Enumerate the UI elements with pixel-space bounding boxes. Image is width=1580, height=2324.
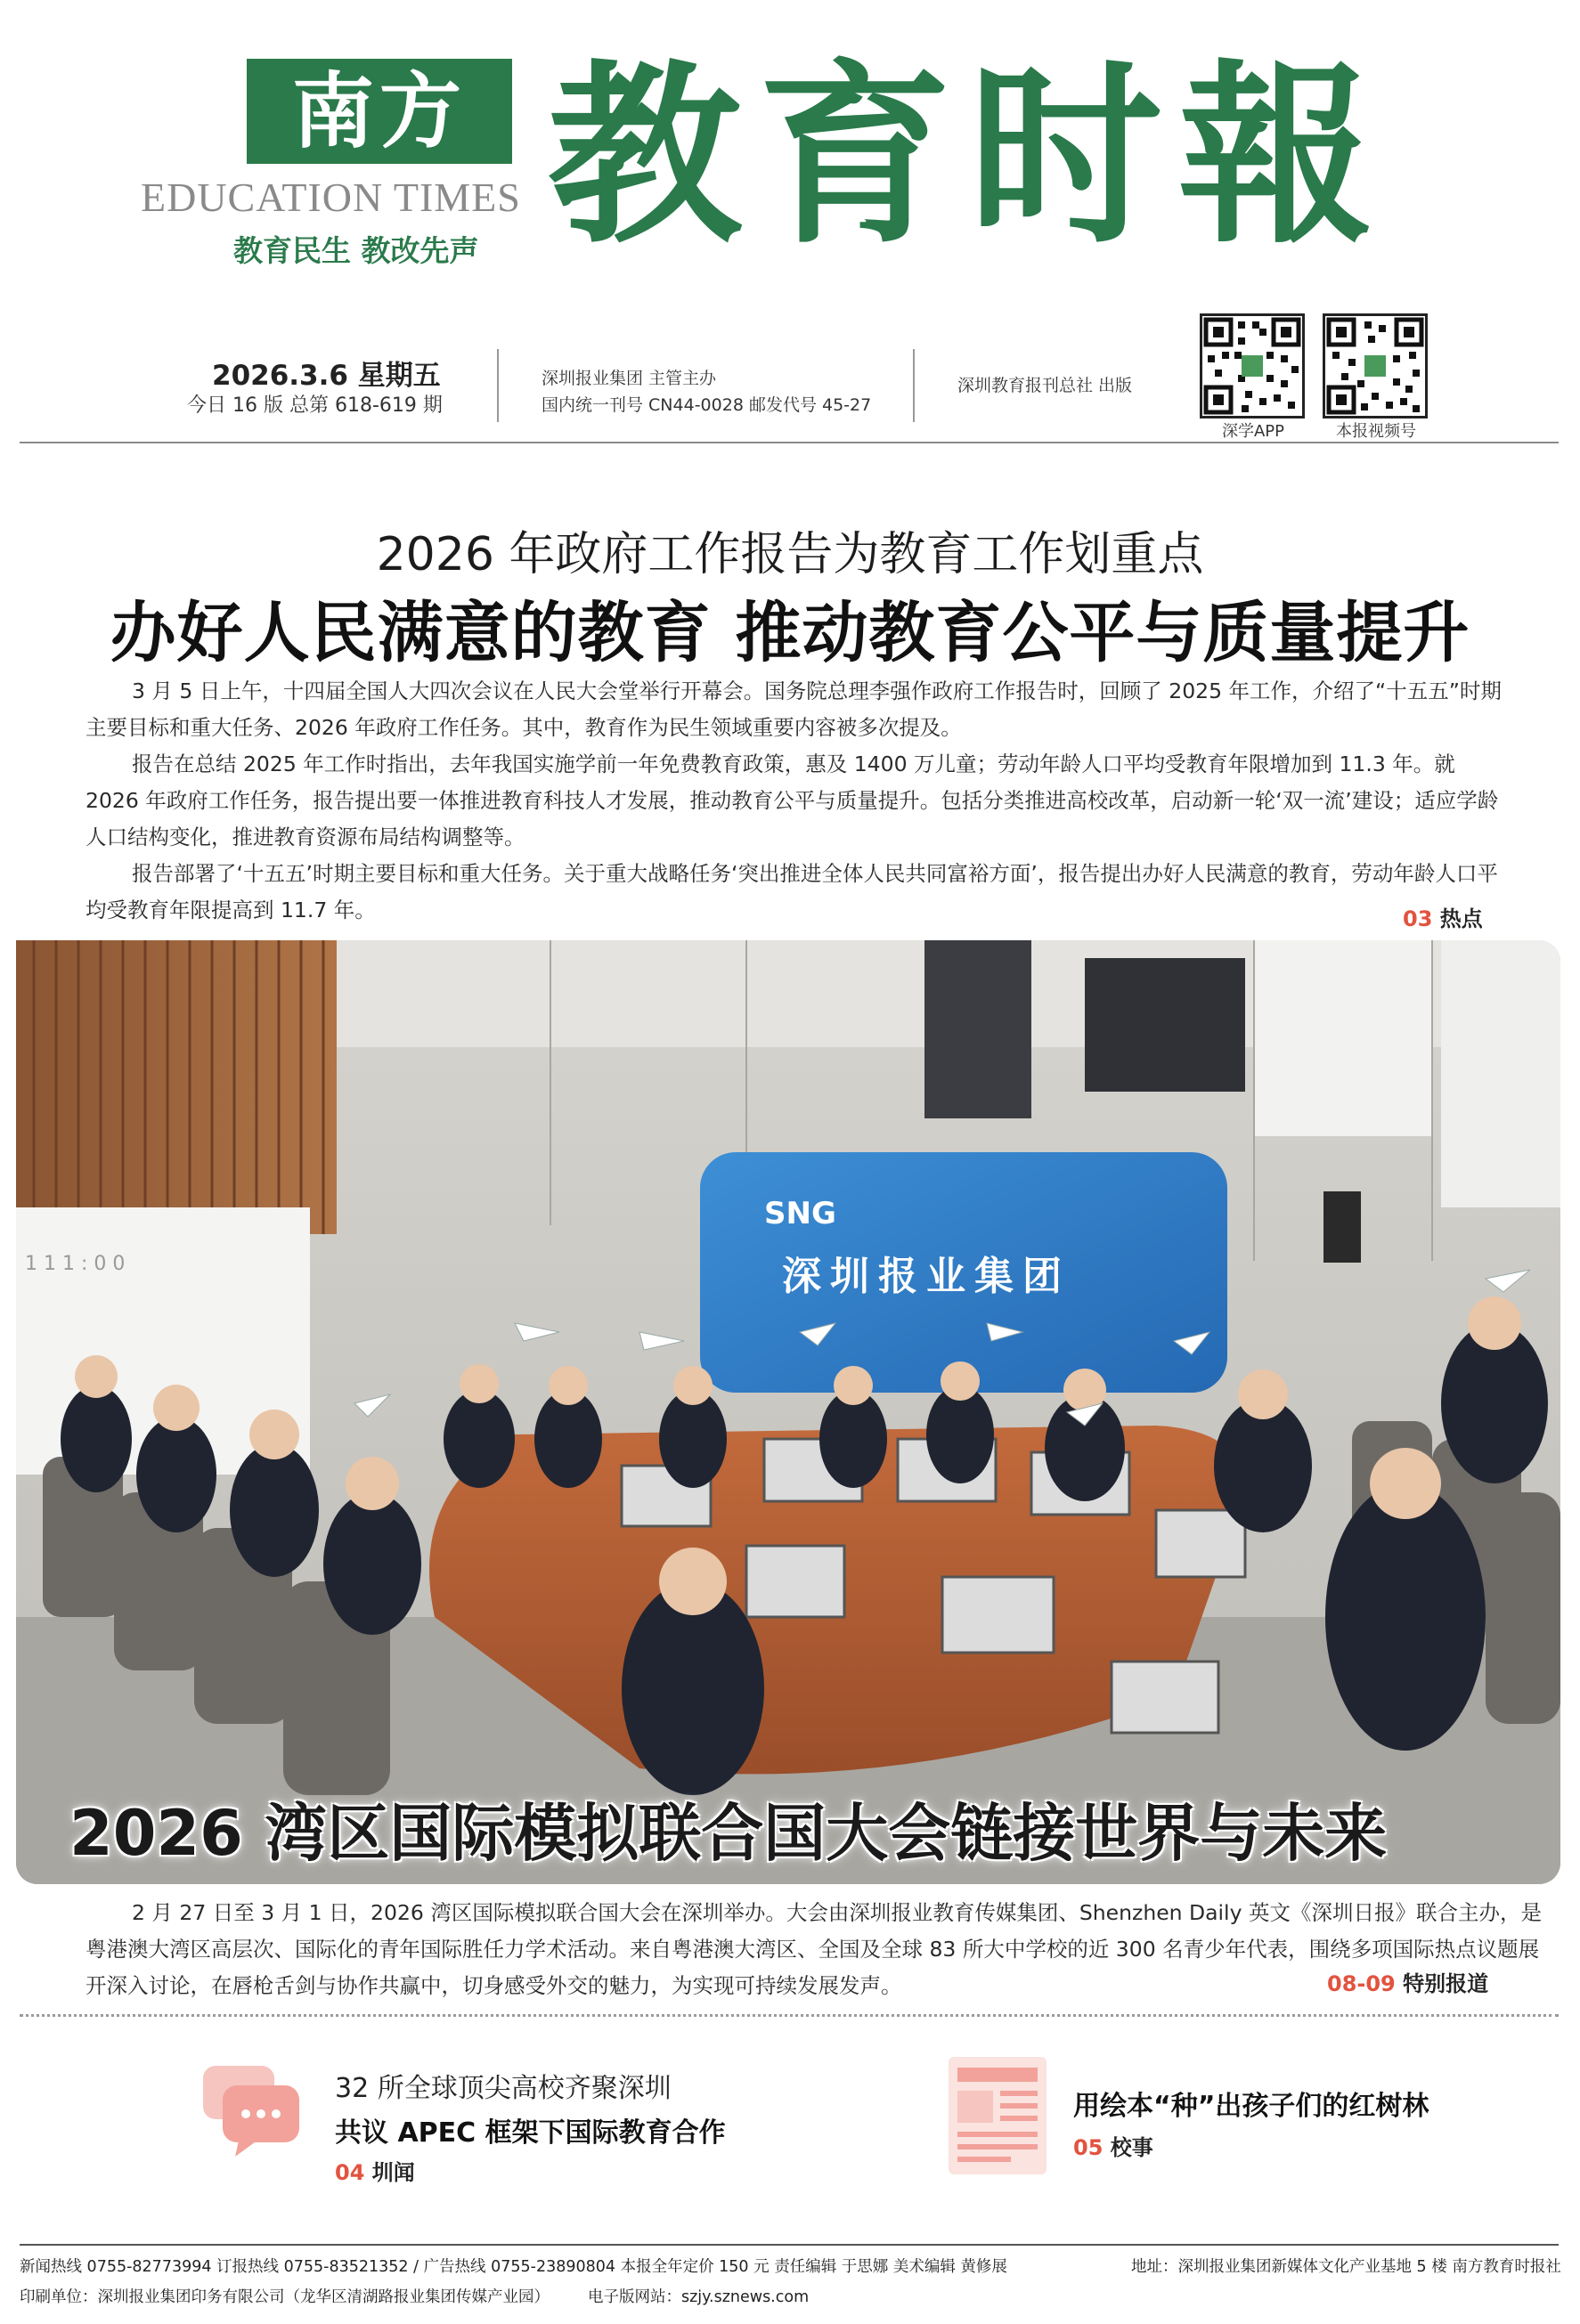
lead-paragraph: 报告部署了‘十五五’时期主要目标和重大任务。关于重大战略任务‘突出推进全体人民共同富裕方面’，报告提出办好人民满意的教育，劳动年龄人口平均受教育年限提高到 11.7 年。 <box>86 861 1498 922</box>
teaser-line2: 用绘本“种”出孩子们的红树林 <box>1073 2091 1429 2122</box>
lead-paragraph: 3 月 5 日上午，十四届全国人大四次会议在人民大会堂举行开幕会。国务院总理李强作政府工作报告时，回顾了 2025 年工作，介绍了“十五五”时期主要目标和重大任务、2026 年政府工作任务。其中，教育作为民生领域重要内容被多次提及。 <box>86 679 1502 740</box>
masthead-rule <box>20 442 1559 443</box>
section-divider <box>20 2014 1559 2017</box>
serial-line: 国内统一刊号 CN44-0028 邮发代号 45-27 <box>542 395 872 415</box>
lead-paragraph: 报告在总结 2025 年工作时指出，去年我国实施学前一年免费教育政策，惠及 1400 万儿童；劳动年龄人口平均受教育年限增加到 11.3 年。就 2026 年政府工作任务，报告提出要一体推进教育科技人才发展，推动教育公平与质量提升。包括分类推进高校改革，启动新一轮‘双一流’建设；适应学龄人口结构变化，推进教育资源布局结构调整等。 <box>86 752 1499 849</box>
teaser-apec[interactable] <box>335 2066 726 2186</box>
teaser-mangrove[interactable] <box>1073 2084 1429 2161</box>
screen-text: 1 1 1 : 0 0 <box>25 1253 126 1275</box>
photo-headline: 2026 湾区国际模拟联合国大会链接世界与未来 <box>69 1797 1388 1870</box>
sponsor-info <box>542 365 871 418</box>
teaser-section: 圳闻 <box>371 2160 415 2185</box>
teaser-line2: 共议 APEC 框架下国际教育合作 <box>335 2117 726 2149</box>
issue-date: 2026.3.6 星期五 <box>212 360 441 392</box>
footer-website[interactable]: 电子版网站：szjy.sznews.com <box>588 2288 810 2306</box>
sponsor-line: 深圳报业集团 主管主办 <box>542 369 717 388</box>
lead-headline: 办好人民满意的教育 推动教育公平与质量提升 <box>110 595 1470 671</box>
qr-label-video: 本报视频号 <box>1336 422 1416 441</box>
jump-page: 08-09 <box>1327 1971 1396 1996</box>
divider <box>913 349 915 422</box>
publisher-line: 深圳教育报刊总社 出版 <box>957 376 1133 395</box>
masthead-logo: 南方 <box>247 59 512 164</box>
footer-address: 地址：深圳报业集团新媒体文化产业基地 5 楼 南方教育时报社 <box>1131 2258 1561 2276</box>
paper-name: 教育时報 <box>548 42 1389 270</box>
lead-jump-link[interactable] <box>1403 901 1483 932</box>
divider <box>497 349 499 422</box>
newspaper-icon <box>949 2057 1047 2174</box>
footer-printer: 印刷单位：深圳报业集团印务有限公司（龙华区清湖路报业集团传媒产业园） <box>20 2288 550 2306</box>
teaser-page: 04 <box>335 2160 365 2185</box>
lead-subheadline: 2026 年政府工作报告为教育工作划重点 <box>376 528 1204 581</box>
chat-bubble-icon <box>203 2066 303 2158</box>
qr-code-video[interactable] <box>1323 313 1428 418</box>
jump-page: 03 <box>1403 906 1433 931</box>
jump-label: 特别报道 <box>1403 1971 1489 1996</box>
qr-label-app: 深学APP <box>1221 422 1285 441</box>
teaser-page: 05 <box>1073 2135 1104 2160</box>
teaser-line1: 32 所全球顶尖高校齐聚深圳 <box>335 2073 672 2104</box>
slogan: 教育民生 教改先声 <box>233 233 479 268</box>
lead-body <box>86 673 1511 929</box>
english-name: EDUCATION TIMES <box>141 175 521 220</box>
sign-logo: SNG <box>764 1196 836 1231</box>
teaser-section: 校事 <box>1110 2135 1153 2160</box>
conference-photo <box>16 940 1560 1884</box>
jump-label: 热点 <box>1439 906 1483 931</box>
photo-jump-link[interactable] <box>1327 1966 1488 1997</box>
footer-hotlines: 新闻热线 0755-82773994 订报热线 0755-83521352 / 广告热线 0755-23890804 本报全年定价 150 元 责任编辑 于思娜 美术编辑 黄修展 <box>20 2258 1007 2276</box>
issue-pages: 今日 16 版 总第 618-619 期 <box>187 394 443 417</box>
qr-code-app[interactable] <box>1200 313 1305 418</box>
footer-rule <box>20 2244 1559 2246</box>
photo-story-paragraph: 2 月 27 日至 3 月 1 日，2026 湾区国际模拟联合国大会在深圳举办。大会由深圳报业教育传媒集团、Shenzhen Daily 英文《深圳日报》联合主办，是粤港澳大湾区高层次、国际化的青年国际胜任力学术活动。来自粤港澳大湾区、全国及全球 83 所大中学校的近 300 名青少年代表，围绕多项国际热点议题展开深入讨论，在唇枪舌剑与协作共赢中，切身感受外交的魅力，为实现可持续发展发声。 <box>86 1900 1542 1998</box>
sign-text: 深圳报业集团 <box>782 1254 1071 1299</box>
